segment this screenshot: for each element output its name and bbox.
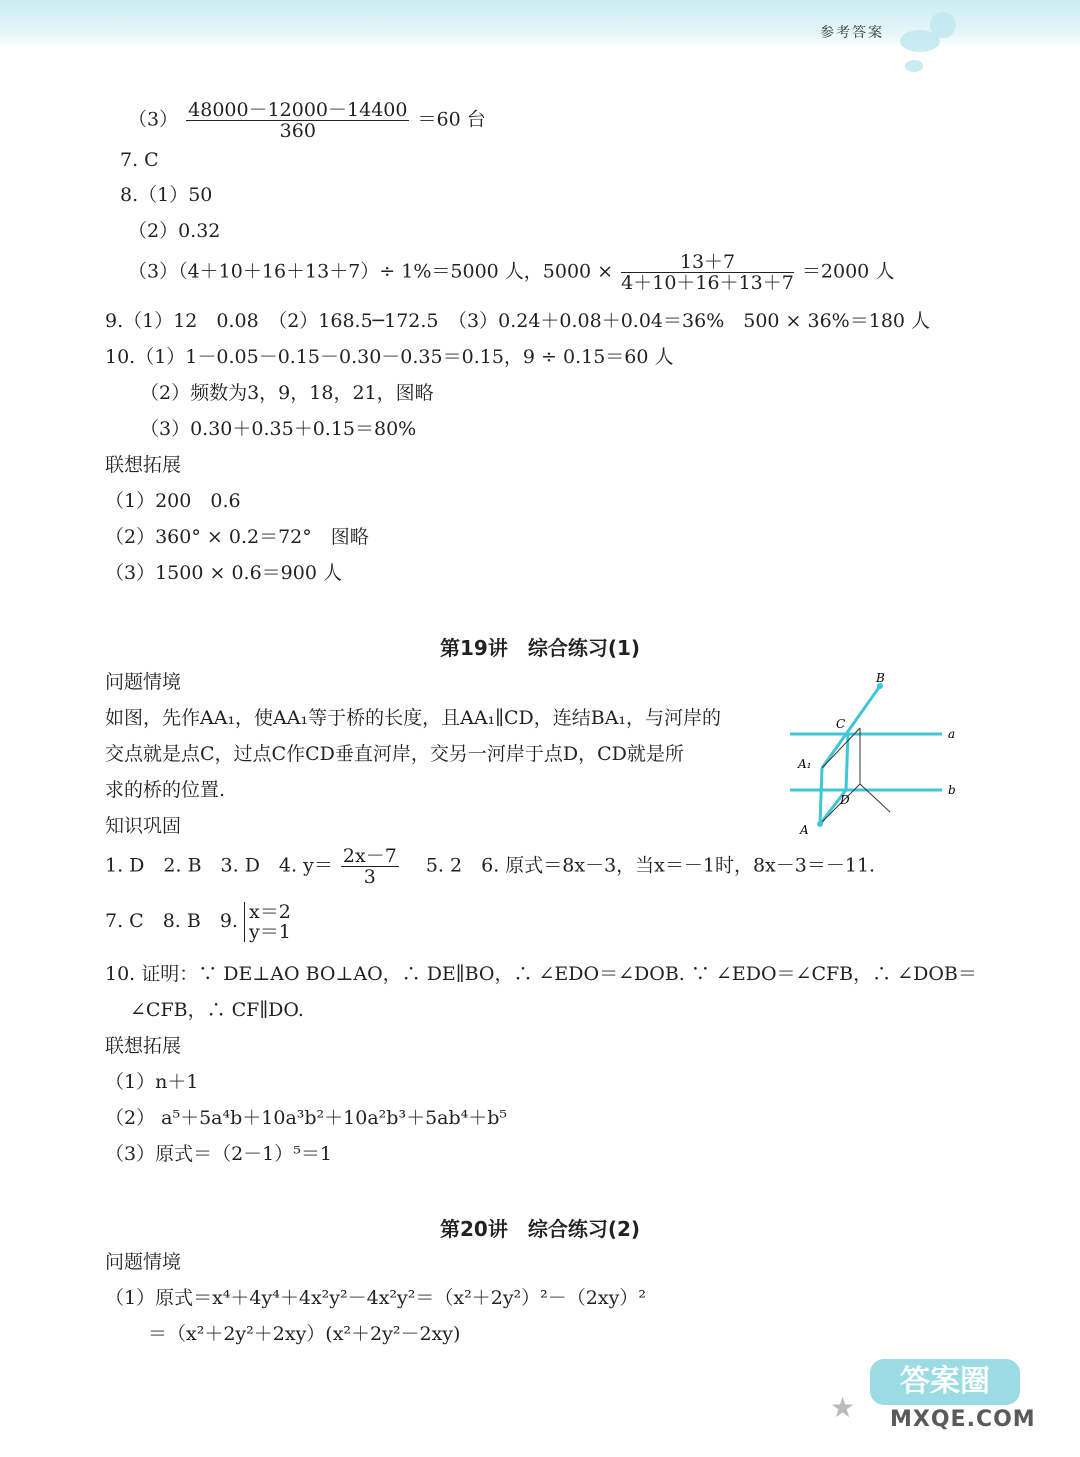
section-heading: 第19讲 综合练习(1) bbox=[439, 636, 641, 660]
answer-line: （3）（4＋10＋16＋13＋7）÷ 1%＝5000 人，5000 × $\frac{13+7}{4+10+16+13+7}$ ＝2000 人 bbox=[128, 251, 895, 294]
paragraph-line: 如图，先作AA₁，使AA₁等于桥的长度，且AA₁∥CD，连结BA₁，与河岸的 bbox=[105, 707, 722, 729]
paragraph-line: 求的桥的位置. bbox=[105, 779, 226, 801]
watermark bbox=[830, 1359, 1060, 1437]
section-label: 问题情境 bbox=[105, 671, 182, 693]
answer-line: （1）原式＝x⁴＋4y⁴＋4x²y²－4x²y²＝（x²＋2y²）²－（2xy）² bbox=[105, 1287, 646, 1309]
segment-AA1 bbox=[820, 768, 822, 824]
answer-line: （2）频数为3，9，18，21，图略 bbox=[140, 382, 434, 404]
answer-line: ∠CFB，∴ CF∥DO. bbox=[130, 999, 304, 1021]
answer-line: 8.（1）50 bbox=[120, 184, 213, 206]
star-icon: ★ bbox=[830, 1391, 856, 1424]
answer-line: （3）原式＝（2－1）⁵＝1 bbox=[105, 1143, 332, 1165]
fraction: $\frac{2x-7}{3}$ bbox=[342, 845, 397, 888]
label-D: D bbox=[840, 793, 850, 807]
section-heading: 第20讲 综合练习(2) bbox=[439, 1217, 641, 1241]
answer-line: （3）1500 × 0.6＝900 人 bbox=[105, 562, 342, 584]
fraction: $\frac{48000-12000-14400}{360}$ bbox=[188, 99, 408, 142]
label-A: A bbox=[800, 823, 809, 837]
section-label: 问题情境 bbox=[105, 1251, 182, 1273]
answer-line: 9.（1）12 0.08 （2）168.5─172.5 （3）0.24＋0.08＋0.04＝36% 500 × 36%＝180 人 bbox=[105, 310, 931, 332]
answer-line: 10. 证明：∵ DE⊥AO BO⊥AO，∴ DE∥BO，∴ ∠EDO＝∠DOB. ∵ ∠EDO＝∠CFB，∴ ∠DOB＝ bbox=[105, 963, 977, 985]
answer-line: （2）0.32 bbox=[128, 220, 221, 242]
answer-line: （2） a⁵＋5a⁴b＋10a³b²＋10a²b³＋5ab⁴＋b⁵ bbox=[105, 1107, 508, 1129]
answer-line: （1）n＋1 bbox=[105, 1071, 199, 1093]
answer-line: （3）0.30＋0.35＋0.15＝80% bbox=[140, 418, 417, 440]
answer-line: ＝（x²＋2y²＋2xy）(x²＋2y²－2xy) bbox=[148, 1323, 461, 1345]
thin-line bbox=[860, 784, 890, 812]
section-label: 知识巩固 bbox=[105, 815, 182, 837]
answer-line: 1. D 2. B 3. D 4. y＝ $\frac{2x-7}{3}$ 5. 2 6. 原式＝8x－3，当x＝－1时，8x－3＝－11. bbox=[105, 845, 876, 888]
fraction: $\frac{13+7}{4+10+16+13+7}$ bbox=[621, 251, 794, 294]
section-label: 联想拓展 bbox=[105, 454, 182, 476]
paragraph-line: 交点就是点C，过点C作CD垂直河岸，交另一河岸于点D，CD就是所 bbox=[105, 743, 684, 765]
answer-line: （1）200 0.6 bbox=[105, 490, 241, 512]
decor-bubble bbox=[930, 12, 956, 38]
answer-line: 7. C 8. B 9. x＝2 y＝1 bbox=[105, 901, 291, 943]
watermark-url: MXQE.COM bbox=[890, 1407, 1036, 1432]
answer-line: 10.（1）1－0.05－0.15－0.30－0.35＝0.15，9 ÷ 0.15＝60 人 bbox=[105, 346, 674, 368]
watermark-logo: 答案圈 bbox=[870, 1359, 1020, 1405]
bridge-diagram bbox=[780, 672, 960, 842]
label-b: b bbox=[948, 783, 956, 797]
answer-line: （3） $\frac{48000-12000-14400}{360}$ ＝60 台 bbox=[128, 99, 486, 142]
answer-line: 7. C bbox=[120, 149, 159, 171]
equation-system: x＝2 y＝1 bbox=[244, 902, 291, 942]
label-B: B bbox=[876, 672, 885, 685]
label-C: C bbox=[836, 717, 846, 731]
segment-BA1 bbox=[822, 686, 880, 768]
label-A1: A₁ bbox=[798, 757, 812, 771]
header-label: 参考答案 bbox=[820, 25, 884, 41]
point-A bbox=[817, 821, 823, 827]
decor-bubble bbox=[905, 60, 923, 72]
answer-line: （2）360° × 0.2＝72° 图略 bbox=[105, 526, 369, 548]
section-label: 联想拓展 bbox=[105, 1035, 182, 1057]
label-a: a bbox=[948, 727, 956, 741]
